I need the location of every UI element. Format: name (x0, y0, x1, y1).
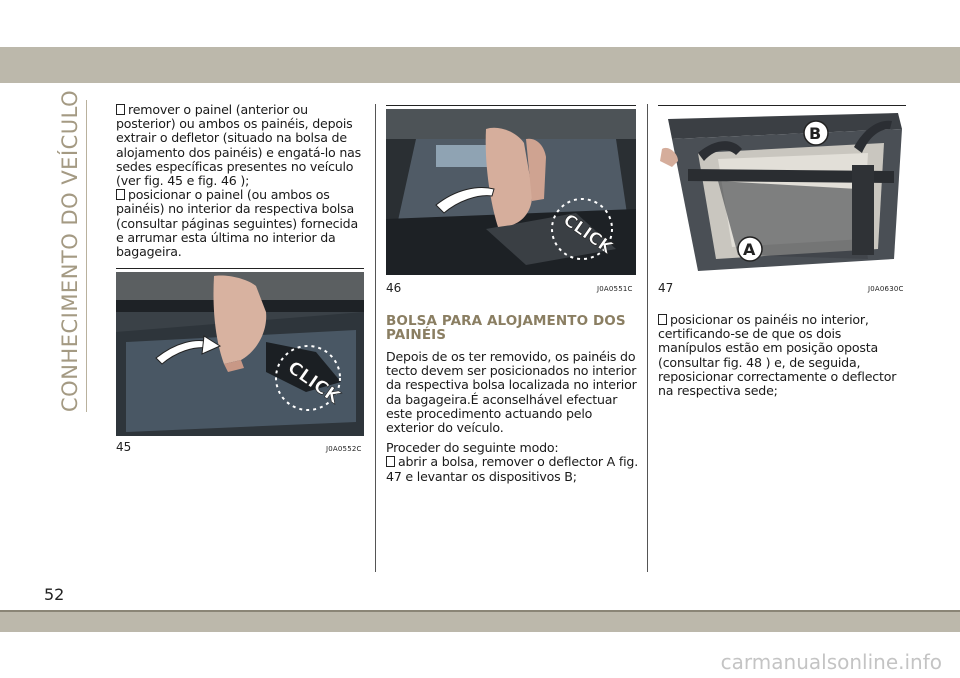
column-3-body (658, 313, 908, 398)
figure-47-rule (658, 105, 906, 106)
label-a-callout (738, 237, 762, 261)
watermark: carmanualsonline.info (720, 650, 942, 674)
figure-47-image (658, 109, 906, 275)
figure-46-number: 46 (386, 281, 402, 295)
bullet-item: posicionar o painel (ou ambos os painéis) no interior da respectiva bolsa (consultar páginas seguintes) fornecida e arrumar esta última no interior da bagageira. (116, 187, 358, 260)
bullet-item: posicionar os painéis no interior, certificando-se de que os dois manípulos estão em posição oposta (consultar fig. 48 ) e, de seguida, reposicionar correctamente o deflector na respectiva sede; (658, 312, 897, 399)
column-divider-2 (647, 104, 648, 572)
paragraph: Proceder do seguinte modo: (386, 440, 559, 456)
figure-46-code: J0A0551C (597, 285, 633, 293)
section-heading: BOLSA PARA ALOJAMENTO DOS PAINÉIS (386, 313, 626, 343)
page-number: 52 (44, 585, 65, 604)
figure-45-rule (116, 268, 364, 269)
paragraph: Depois de os ter removido, os painéis do tecto devem ser posicionados no interior da respectiva bolsa localizada no interior da bagageira.É aconselhável efectuar este procedimento actuando pelo exterior do veículo. (386, 349, 637, 436)
checkbox-bullet-icon (116, 104, 125, 115)
bullet-item: remover o painel (anterior ou posterior) ou ambos os painéis, depois extrair o defletor (situado na bolsa de alojamento dos painéis) e engatá-lo nas sedes específicas presentes no veículo (ver fig. 45 e fig. 46 ); (116, 102, 362, 189)
svg-text:B: B (809, 124, 822, 143)
figure-47-number: 47 (658, 281, 674, 295)
figure-45-number: 45 (116, 440, 132, 454)
figure-47-code: J0A0630C (868, 285, 904, 293)
checkbox-bullet-icon (386, 456, 395, 467)
section-title-rule (86, 100, 87, 412)
checkbox-bullet-icon (116, 189, 125, 200)
column-2-body (386, 350, 638, 484)
figure-46-image (386, 109, 636, 275)
header-band (0, 47, 960, 83)
figure-45-image (116, 272, 364, 436)
figure-45-code: J0A0552C (326, 445, 362, 453)
column-1 (116, 103, 366, 259)
svg-text:A: A (743, 240, 756, 259)
figure-47-illustration (658, 109, 906, 275)
svg-text:CLICK: CLICK (283, 357, 344, 408)
figure-46-illustration (386, 109, 636, 275)
section-title: CONHECIMENTO DO VEÍCULO (58, 89, 82, 412)
figure-45-illustration (116, 272, 364, 436)
column-divider-1 (375, 104, 376, 572)
bullet-item: abrir a bolsa, remover o deflector A fig. 47 e levantar os dispositivos B; (386, 454, 639, 484)
figure-46-rule (386, 105, 636, 106)
footer-band (0, 610, 960, 632)
label-b-callout (804, 121, 828, 145)
checkbox-bullet-icon (658, 314, 667, 325)
svg-text:CLICK: CLICK (559, 210, 617, 259)
